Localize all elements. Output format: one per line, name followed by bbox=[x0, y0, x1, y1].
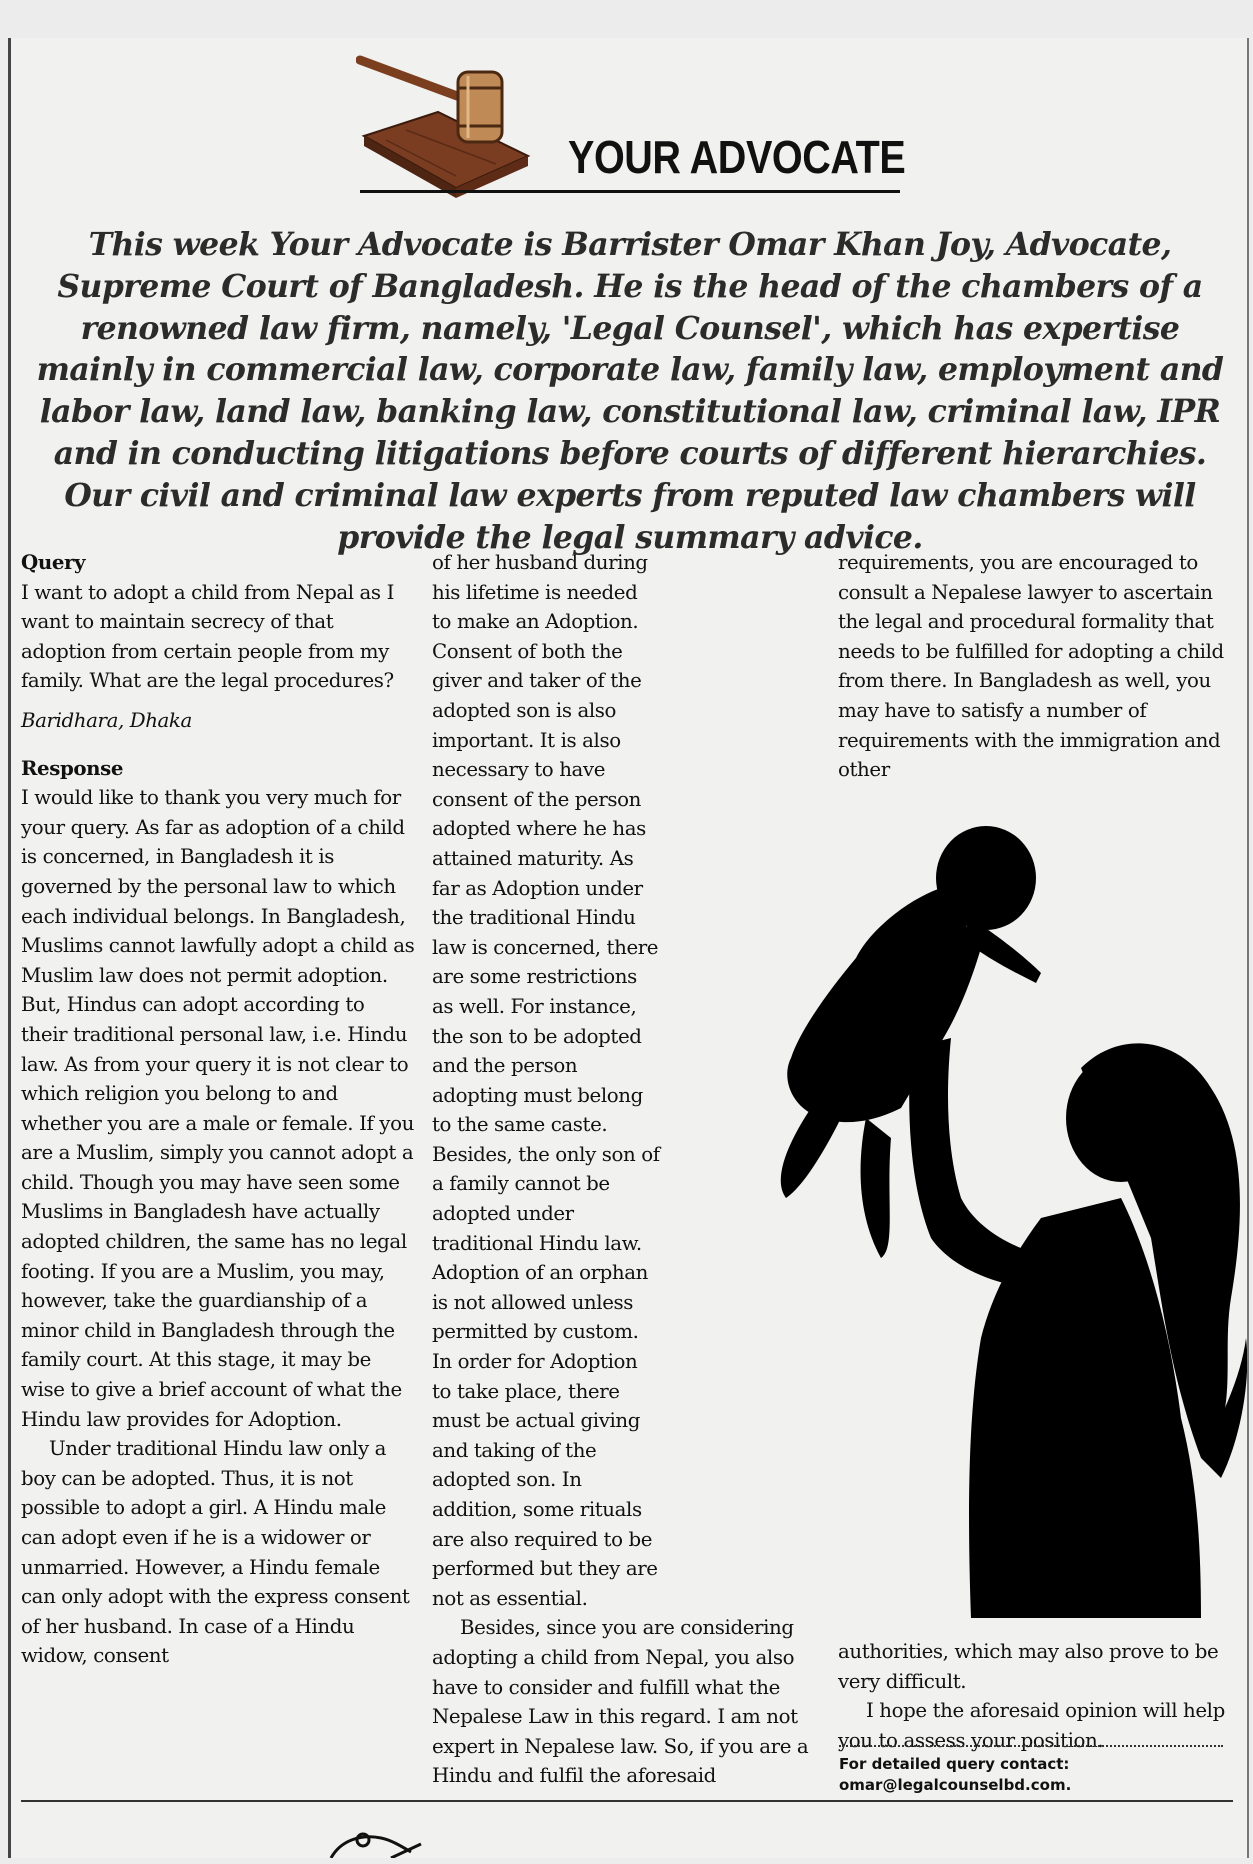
header-underline bbox=[360, 190, 900, 193]
intro-paragraph: This week Your Advocate is Barrister Omar Khan Joy, Advocate, Supreme Court of Bangladesh. He is the head of the chambers of a renowned law firm, namely, 'Legal Counsel', which has expertise mainly in commercial law, corporate law, family law, employment and labor law, land law, banking law, constitutional law, criminal law, IPR and in conducting litigations before courts of different hierarchies. Our civil and criminal law experts from reputed law chambers will provide the legal summary advice. bbox=[36, 226, 1224, 556]
query-label: Query bbox=[21, 550, 86, 574]
column-title: YOUR ADVOCATE bbox=[568, 131, 906, 183]
next-article-icon bbox=[321, 1830, 441, 1858]
query-location: Baridhara, Dhaka bbox=[21, 708, 192, 732]
response-paragraph: of her husband during his lifetime is needed to make an Adoption. Consent of both the giver and taker of the adopted son is also important. It is also necessary to have consent of the person adopted where he has attained maturity. As far as Adoption under the traditional Hindu law is concerned, there are some restrictions as well. For instance, the son to be adopted and the person adopting must belong to the same caste. Besides, the only son of a family cannot be adopted under traditional Hindu law. Adoption of an orphan is not allowed unless permitted by custom. In order for Adoption to take place, there must be actual giving and taking of the adopted son. In addition, some rituals are also required to be performed but they are not as essential. bbox=[432, 551, 660, 1610]
newspaper-page bbox=[8, 38, 1249, 1858]
contact-email: omar@legalcounselbd.com. bbox=[839, 1776, 1072, 1794]
gavel-icon bbox=[356, 48, 566, 198]
response-paragraph: I hope the aforesaid opinion will help you to assess your position. bbox=[838, 1699, 1225, 1752]
text-column-1 bbox=[21, 548, 416, 1671]
mother-lifting-child-silhouette bbox=[681, 818, 1249, 1618]
response-paragraph: Besides, since you are considering adopting a child from Nepal, you also have to consider and fulfill what the Nepalese Law in this regard. I am not expert in Nepalese law. So, if you are a Hindu and fulfil the aforesaid bbox=[432, 1616, 809, 1788]
text-column-3-bottom bbox=[838, 1637, 1238, 1755]
response-paragraph: Under traditional Hindu law only a boy can be adopted. Thus, it is not possible to adopt a girl. A Hindu male can adopt even if he is a widower or unmarried. However, a Hindu female can only adopt with the express consent of her husband. In case of a Hindu widow, consent bbox=[21, 1437, 410, 1668]
response-paragraph: requirements, you are encouraged to consult a Nepalese lawyer to ascertain the legal and procedural formality that needs to be fulfilled for adopting a child from there. In Bangladesh as well, you may have to satisfy a number of requirements with the immigration and other bbox=[838, 551, 1224, 782]
response-label: Response bbox=[21, 755, 124, 780]
bottom-rule bbox=[21, 1800, 1233, 1802]
text-column-3-top bbox=[838, 548, 1238, 785]
column-header bbox=[356, 48, 916, 198]
contact-divider bbox=[839, 1745, 1223, 1747]
contact-box bbox=[839, 1754, 1229, 1796]
query-text: I want to adopt a child from Nepal as I want to maintain secrecy of that adoption from certain people from my family. What are the legal procedures? bbox=[21, 580, 394, 693]
response-paragraph: authorities, which may also prove to be very difficult. bbox=[838, 1640, 1219, 1693]
contact-label: For detailed query contact: bbox=[839, 1755, 1070, 1773]
response-paragraph: I would like to thank you very much for your query. As far as adoption of a child is concerned, in Bangladesh it is governed by the personal law to which each individual belongs. In Bangladesh, Muslims cannot lawfully adopt a child as Muslim law does not permit adoption. But, Hindus can adopt according to their traditional personal law, i.e. Hindu law. As from your query it is not clear to which religion you belong to and whether you are a male or female. If you are a Muslim, simply you cannot adopt a child. Though you may have seen some Muslims in Bangladesh have actually adopted children, the same has no legal footing. If you are a Muslim, you may, however, take the guardianship of a minor child in Bangladesh through the family court. At this stage, it may be wise to give a brief account of what the Hindu law provides for Adoption. bbox=[21, 786, 415, 1431]
